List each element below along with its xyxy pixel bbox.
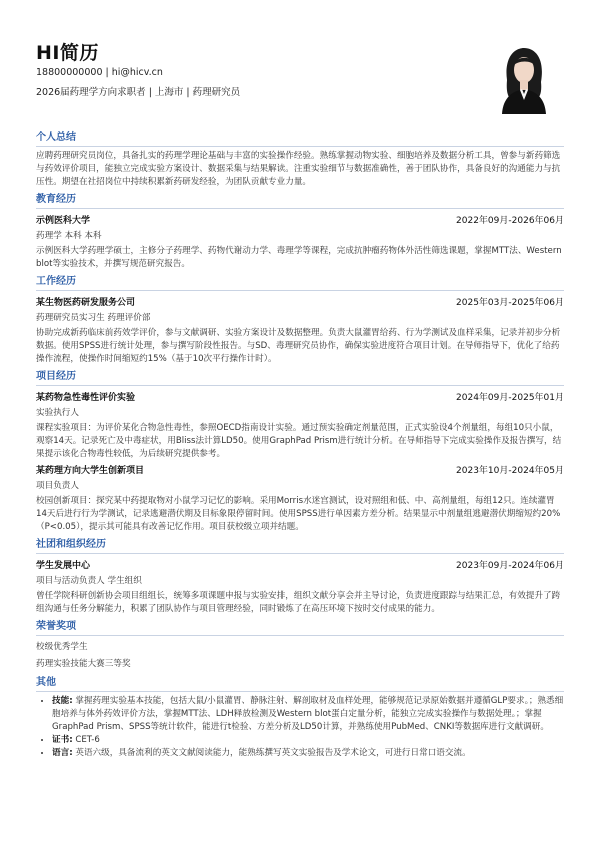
entry-heading [36,558,564,571]
list-item [52,747,564,760]
section-title: 荣誉奖项 [36,619,564,636]
entry-org: 某药理方向大学生创新项目 [36,466,145,476]
section-title: 其他 [36,675,564,692]
entry-subtitle: 实验执行人 [36,408,79,418]
item-label: 证书: [52,735,73,745]
entry-subtitle: 药理研究员实习生 药理评价部 [36,313,151,323]
summary-section [36,130,564,189]
entry-date: 2025年03月-2025年06月 [456,298,564,308]
avatar-photo [498,40,550,114]
item-text: 英语六级，具备流利的英文文献阅读能力，能熟练撰写英文实验报告及学术论文，可进行日常口语交流。 [75,748,471,758]
entry-description: 示例医科大学药理学硕士，主修分子药理学、药物代谢动力学、毒理学等课程，完成抗肿瘤药物体外活性筛选课题，掌握MTT法、Western blot等实验技术，并撰写规范研究报告。 [36,246,562,269]
entry-heading [36,213,564,226]
list-item [52,734,564,747]
section-title: 教育经历 [36,192,564,209]
entry-description: 曾任学院科研创新协会项目组组长，统筹多项课题申报与实验安排，组织文献分享会并主导讨论，负责进度跟踪与结果汇总，有效提升了跨组沟通与任务分解能力，积累了团队协作与项目管理经验，同时锻炼了在高压环境下按时交付成果的能力。 [36,591,561,614]
entry-description: 协助完成新药临床前药效学评价，参与文献调研、实验方案设计及数据整理。负责大鼠灌胃给药、行为学测试及血样采集，记录并初步分析数据。使用SPSS进行统计处理，参与撰写阶段性报告。与SD、毒理研究员协作，确保实验进度符合项目计划。在导师指导下，优化了给药操作流程，使操作时间缩短约15%（基于10次平行操作计时）。 [36,328,561,364]
section-title: 项目经历 [36,369,564,386]
work-section [36,274,564,366]
entry-date: 2022年09月-2026年06月 [456,216,564,226]
item-label: 技能: [52,696,73,706]
entry-heading [36,295,564,308]
other-section [36,675,564,760]
entry-date: 2023年09月-2024年06月 [456,561,564,571]
entry-org: 某生物医药研发服务公司 [36,298,136,308]
list-item [52,695,564,734]
summary-text: 应聘药理研究员岗位，具备扎实的药理学理论基础与丰富的实验操作经验。熟练掌握动物实验、细胞培养及数据分析工具，曾参与新药筛选与药效评价项目，能独立完成实验方案设计、数据采集与结果解读。注重实验细节与数据准确性，善于团队协作，具备良好的沟通能力与抗压性。期望在社招岗位中持续积累新药研发经验，为团队贡献专业力量。 [36,151,561,187]
entry-description: 校园创新项目：探究某中药提取物对小鼠学习记忆的影响。采用Morris水迷宫测试，设对照组和低、中、高剂量组，每组12只。连续灌胃14天后进行行为学测试，记录逃避潜伏期及目标象限停留时间。使用SPSS进行单因素方差分析。结果显示中剂量组逃避潜伏期缩短约20%（P<0.05），提示其可能具有改善记忆作用。项目获校级立项并结题。 [36,496,561,532]
entry-description: 课程实验项目：为评价某化合物急性毒性，参照OECD指南设计实验。通过预实验确定剂量范围，正式实验设4个剂量组，每组10只小鼠，观察14天。记录死亡及中毒症状，用Bliss法计算LD50。使用GraphPad Prism进行统计分析。在导师指导下完成实验操作及报告撰写，结果提示该化合物毒性较低，为后续研究提供参考。 [36,423,562,459]
other-list [36,695,564,760]
item-label: 语言: [52,748,73,758]
resume-header [36,0,564,130]
entry-heading [36,463,564,476]
entry-date: 2023年10月-2024年05月 [456,466,564,476]
section-title: 社团和组织经历 [36,537,564,554]
award-item: 校级优秀学生 [36,642,88,652]
awards-section [36,619,564,670]
entry-org: 某药物急性毒性评价实验 [36,393,136,403]
section-title: 个人总结 [36,130,564,147]
entry-subtitle: 药理学 本科 本科 [36,231,102,241]
entry-org: 示例医科大学 [36,216,91,226]
entry-org: 学生发展中心 [36,561,91,571]
contact-info: 18800000000 | hi@hicv.cn [36,67,163,78]
item-text: 掌握药理实验基本技能，包括大鼠/小鼠灌胃、静脉注射、解剖取材及血样处理，能够规范记录原始数据并遵循GLP要求。；熟悉细胞培养与体外药效评价方法，掌握MTT法、LDH释放检测及Western blot蛋白定量分析，能独立完成实验操作与数据处理。；掌握GraphPad Prism、SPSS等统计软件，能进行t检验、方差分析及LD50计算，并熟练使用PubMed、CNKI等数据库进行文献调研。 [52,696,564,732]
section-title: 工作经历 [36,274,564,291]
award-item: 药理实验技能大赛三等奖 [36,659,131,669]
education-section [36,192,564,271]
item-text: CET-6 [75,735,100,745]
entry-heading [36,390,564,403]
candidate-name: HI简历 [36,42,99,64]
activities-section [36,537,564,616]
entry-subtitle: 项目与活动负责人 学生组织 [36,576,142,586]
entry-date: 2024年09月-2025年01月 [456,393,564,403]
projects-section [36,369,564,534]
job-intent: 2026届药理学方向求职者 | 上海市 | 药理研究员 [36,87,241,98]
entry-subtitle: 项目负责人 [36,481,79,491]
